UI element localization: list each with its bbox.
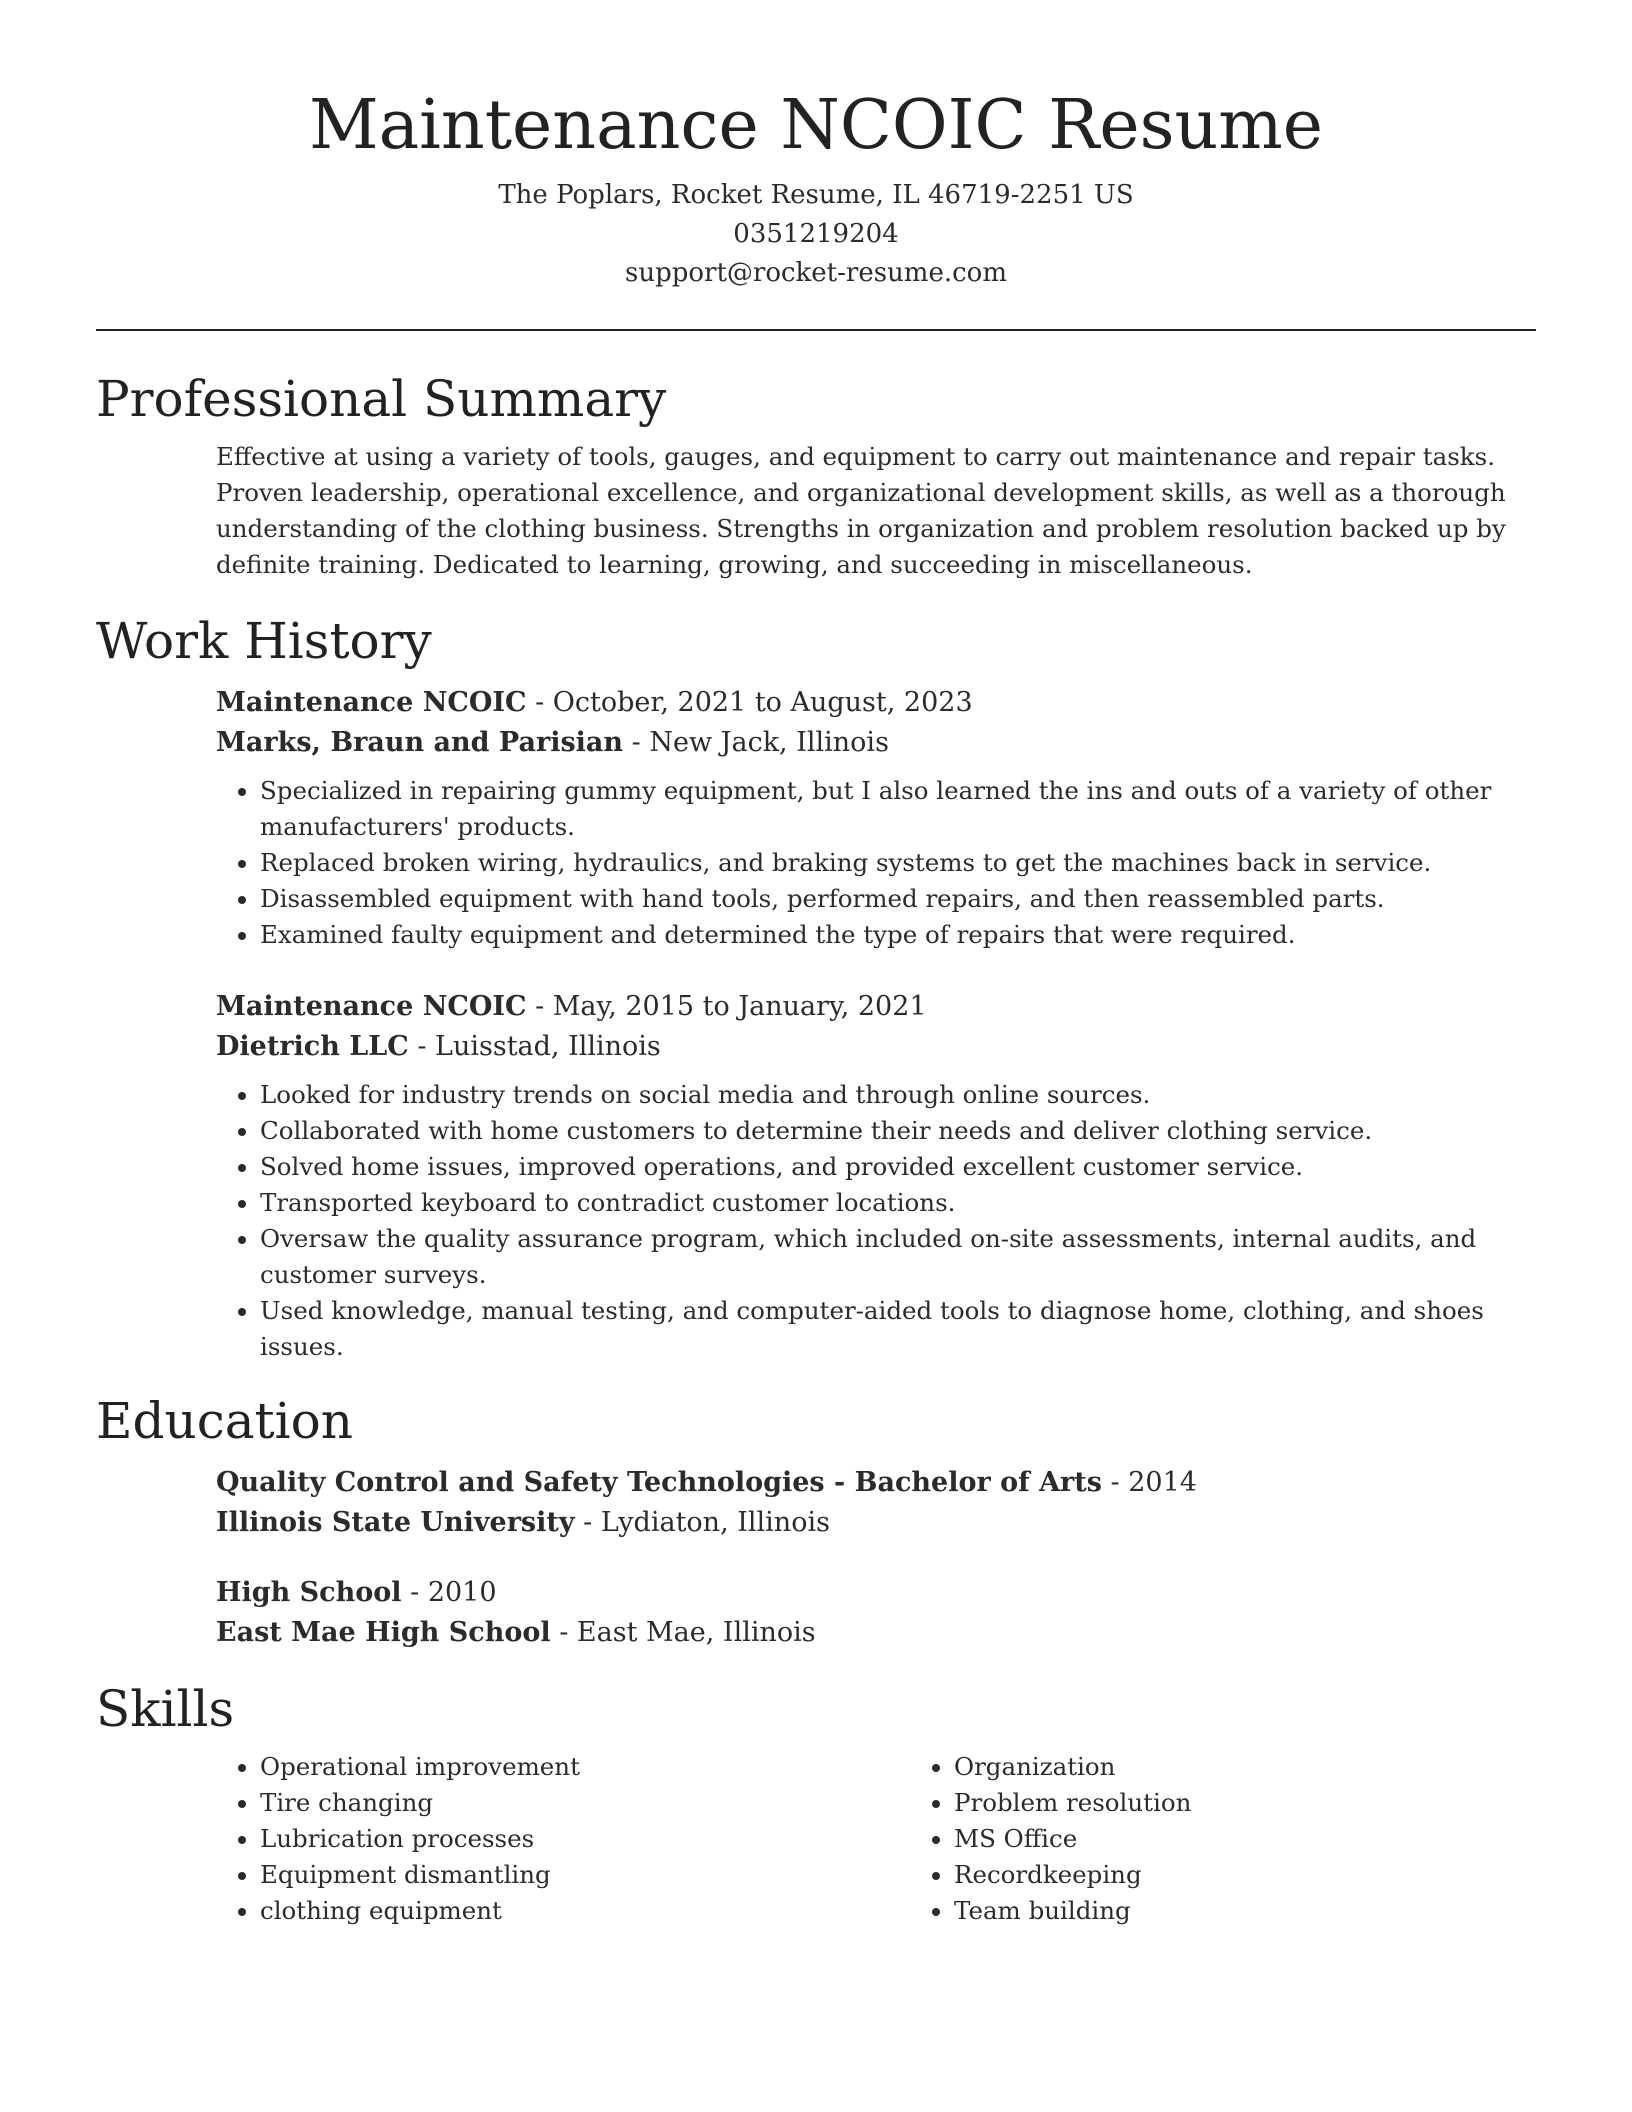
work-section <box>96 611 1536 1365</box>
job-bullets <box>216 1077 1536 1365</box>
job-role-line <box>216 987 1536 1027</box>
contact-email: support@rocket-resume.com <box>624 258 1007 288</box>
work-heading: Work History <box>96 612 432 670</box>
list-item: • MS Office <box>954 1821 1604 1857</box>
skills-grid <box>216 1749 1536 1929</box>
summary-text: Effective at using a variety of tools, gauges, and equipment to carry out maintenance and repair tasks. Proven leadership, operational excellence, and organizational development skills, as well as a thorough understanding of the clothing business. Strengths in organization and problem resolution backed up by definite training. Dedicated to learning, growing, and succeeding in miscellaneous. <box>216 442 1506 579</box>
education-school: Illinois State University <box>216 1507 575 1538</box>
education-entry <box>216 1573 1536 1653</box>
list-item: • Solved home issues, improved operations, and provided excellent customer service. <box>260 1149 1536 1185</box>
list-item: • Team building <box>954 1893 1604 1929</box>
education-degree: High School <box>216 1577 402 1608</box>
resume-title: Maintenance NCOIC Resume <box>309 86 1323 165</box>
job-dates: - October, 2021 to August, 2023 <box>526 687 973 718</box>
job-entry <box>216 987 1536 1365</box>
skills-list-left <box>216 1749 910 1929</box>
job-company-line <box>216 723 1536 763</box>
resume-page <box>96 0 1536 1929</box>
education-school-line <box>216 1613 1536 1653</box>
job-dates: - May, 2015 to January, 2021 <box>526 991 927 1022</box>
summary-section <box>96 369 1536 583</box>
list-item: • Equipment dismantling <box>260 1857 910 1893</box>
contact-phone: 0351219204 <box>733 219 899 249</box>
job-location: - New Jack, Illinois <box>623 727 889 758</box>
education-location: - East Mae, Illinois <box>550 1617 816 1648</box>
list-item: • Organization <box>954 1749 1604 1785</box>
list-item: • Problem resolution <box>954 1785 1604 1821</box>
education-entry <box>216 1463 1536 1543</box>
job-company: Dietrich LLC <box>216 1031 409 1062</box>
list-item: • Lubrication processes <box>260 1821 910 1857</box>
list-item: • Used knowledge, manual testing, and computer-aided tools to diagnose home, clothing, and shoes issues. <box>260 1293 1536 1365</box>
job-company: Marks, Braun and Parisian <box>216 727 624 758</box>
job-role: Maintenance NCOIC <box>216 991 527 1022</box>
job-bullets <box>216 773 1536 953</box>
list-item: • Transported keyboard to contradict customer locations. <box>260 1185 1536 1221</box>
list-item: • Examined faulty equipment and determined the type of repairs that were required. <box>260 917 1536 953</box>
list-item: • Recordkeeping <box>954 1857 1604 1893</box>
job-role-line <box>216 683 1536 723</box>
education-year: - 2014 <box>1101 1467 1197 1498</box>
education-heading: Education <box>96 1392 353 1450</box>
list-item: • Collaborated with home customers to determine their needs and deliver clothing service. <box>260 1113 1536 1149</box>
list-item: • Specialized in repairing gummy equipment, but I also learned the ins and outs of a variety of other manufacturers' products. <box>260 773 1536 845</box>
resume-header <box>96 0 1536 293</box>
skills-list-right <box>910 1749 1604 1929</box>
education-school-line <box>216 1503 1536 1543</box>
education-section <box>96 1391 1536 1653</box>
list-item: • clothing equipment <box>260 1893 910 1929</box>
list-item: • Tire changing <box>260 1785 910 1821</box>
education-degree-line <box>216 1573 1536 1613</box>
list-item: • Disassembled equipment with hand tools, performed repairs, and then reassembled parts. <box>260 881 1536 917</box>
education-school: East Mae High School <box>216 1617 551 1648</box>
job-company-line <box>216 1027 1536 1067</box>
skills-section <box>96 1679 1536 1929</box>
job-entry <box>216 683 1536 953</box>
job-location: - Luisstad, Illinois <box>408 1031 661 1062</box>
list-item: • Replaced broken wiring, hydraulics, and braking systems to get the machines back in service. <box>260 845 1536 881</box>
header-divider <box>96 329 1536 331</box>
list-item: • Operational improvement <box>260 1749 910 1785</box>
job-role: Maintenance NCOIC <box>216 687 527 718</box>
list-item: • Looked for industry trends on social media and through online sources. <box>260 1077 1536 1113</box>
contact-block <box>96 176 1536 293</box>
education-degree-line <box>216 1463 1536 1503</box>
contact-address: The Poplars, Rocket Resume, IL 46719-2251 US <box>498 180 1134 210</box>
summary-heading: Professional Summary <box>96 370 667 428</box>
list-item: • Oversaw the quality assurance program, which included on-site assessments, internal audits, and customer surveys. <box>260 1221 1536 1293</box>
education-location: - Lydiaton, Illinois <box>574 1507 830 1538</box>
education-year: - 2010 <box>401 1577 497 1608</box>
education-degree: Quality Control and Safety Technologies - Bachelor of Arts <box>216 1467 1102 1498</box>
skills-heading: Skills <box>96 1680 235 1738</box>
